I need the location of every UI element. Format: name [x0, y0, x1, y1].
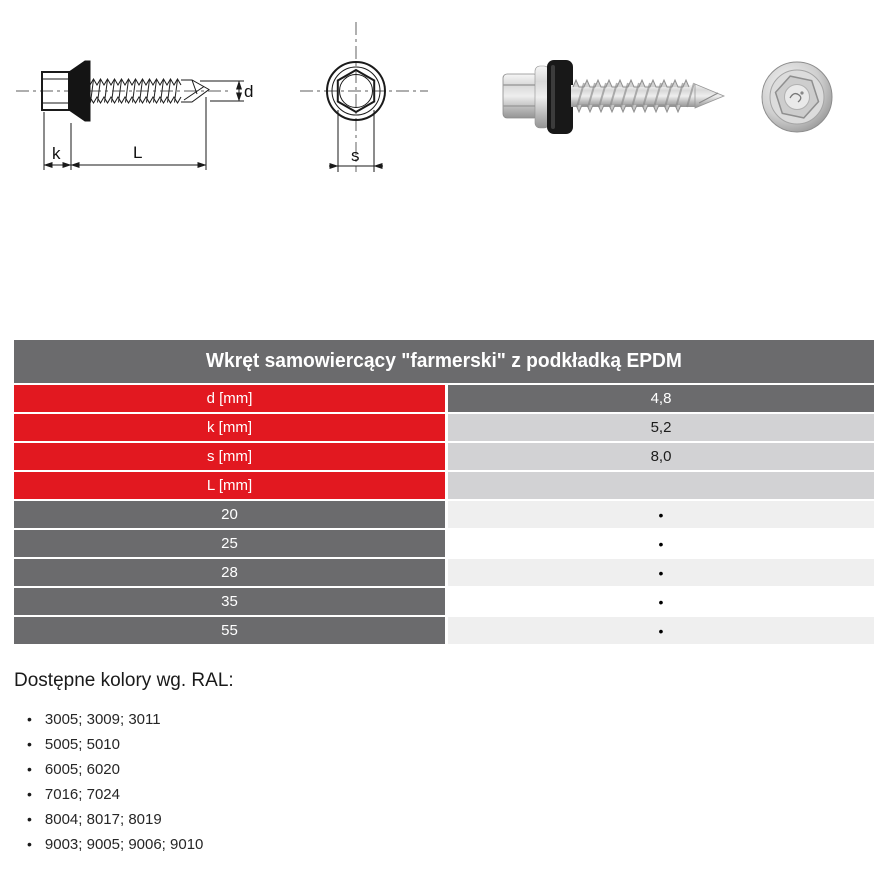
- dim-label-k: k: [52, 144, 61, 163]
- top-media-section: [0, 0, 889, 340]
- bullet-icon: •: [27, 836, 32, 852]
- list-item: [14, 836, 889, 861]
- row-value-28: •: [448, 559, 874, 586]
- bullet-icon: •: [27, 811, 32, 827]
- row-value-k: 5,2: [448, 414, 874, 441]
- row-value-L: [448, 472, 874, 499]
- row-label-35: 35: [14, 588, 445, 615]
- list-item: [14, 811, 889, 836]
- table-row: [14, 617, 874, 644]
- row-label-20: 20: [14, 501, 445, 528]
- row-value-25: •: [448, 530, 874, 557]
- row-value-35: •: [448, 588, 874, 615]
- colors-heading: Dostępne kolory wg. RAL:: [14, 670, 234, 691]
- bullet-icon: •: [27, 786, 32, 802]
- table-row: [14, 501, 874, 528]
- ral-codes: 8004; 8017; 8019: [44, 811, 162, 828]
- screw-photo-side: [503, 60, 724, 134]
- spec-table: [14, 340, 874, 644]
- row-value-s: 8,0: [448, 443, 874, 470]
- photo-flange: [535, 66, 549, 128]
- dim-label-d: d: [244, 82, 254, 101]
- side-view: [16, 61, 253, 170]
- ral-codes: 3005; 3009; 3011: [44, 711, 161, 728]
- row-value-55: •: [448, 617, 874, 644]
- table-row: [14, 414, 874, 441]
- list-item: [14, 761, 889, 786]
- ral-codes: 5005; 5010: [44, 736, 120, 753]
- list-item: [14, 736, 889, 761]
- table-row: [14, 385, 874, 412]
- product-photo: [450, 0, 889, 340]
- screw-photo-head-view: [762, 62, 832, 132]
- photo-drill-tip: [695, 84, 724, 108]
- ral-codes: 7016; 7024: [44, 786, 120, 803]
- dim-label-s: s: [351, 146, 360, 165]
- table-title: Wkręt samowiercący "farmerski" z podkładką EPDM: [14, 340, 874, 383]
- row-value-d: 4,8: [448, 385, 874, 412]
- table-row: [14, 472, 874, 499]
- ral-codes: 6005; 6020: [44, 761, 120, 778]
- row-label-25: 25: [14, 530, 445, 557]
- row-label-s: s [mm]: [14, 443, 445, 470]
- dim-label-L: L: [133, 143, 143, 162]
- row-label-d: d [mm]: [14, 385, 445, 412]
- list-item: [14, 711, 889, 736]
- row-label-28: 28: [14, 559, 445, 586]
- bullet-icon: •: [27, 711, 32, 727]
- list-item: [14, 786, 889, 811]
- table-row: [14, 443, 874, 470]
- row-label-k: k [mm]: [14, 414, 445, 441]
- bullet-icon: •: [27, 761, 32, 777]
- bullet-icon: •: [27, 736, 32, 752]
- table-row: [14, 530, 874, 557]
- head-top-view: [300, 22, 428, 172]
- epdm-washer: [69, 61, 90, 121]
- colors-section: [0, 670, 889, 861]
- row-label-55: 55: [14, 617, 445, 644]
- row-label-L: L [mm]: [14, 472, 445, 499]
- table-row: [14, 588, 874, 615]
- row-value-20: •: [448, 501, 874, 528]
- photo-epdm-washer: [547, 60, 573, 134]
- technical-drawing: [0, 0, 450, 340]
- ral-codes: 9003; 9005; 9006; 9010: [44, 836, 204, 853]
- table-row: [14, 559, 874, 586]
- colors-list: [14, 711, 889, 861]
- photo-hex-head: [503, 74, 538, 118]
